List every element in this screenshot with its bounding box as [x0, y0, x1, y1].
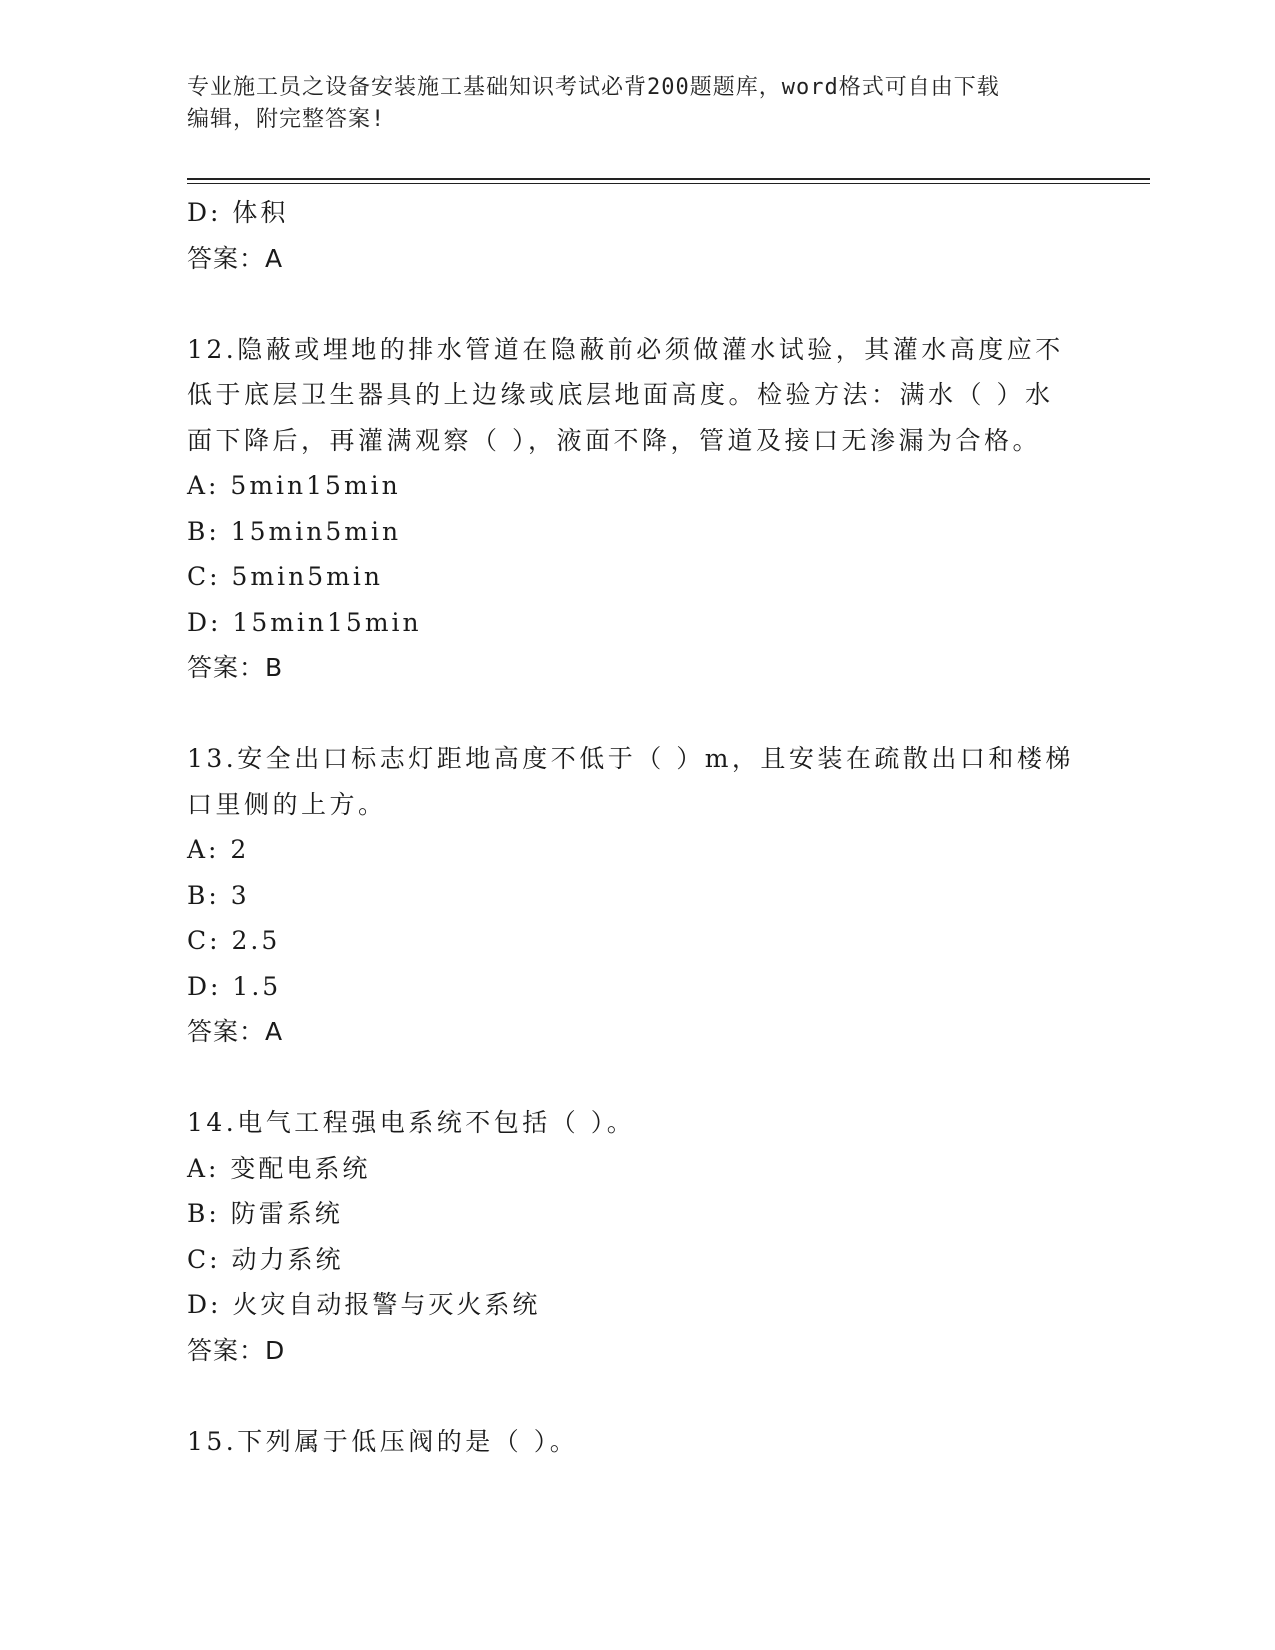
- question-list: [187, 190, 1087, 1464]
- spacer: [187, 281, 1087, 327]
- option-c: C: 5min5min: [187, 562, 383, 591]
- question-14: [187, 1100, 1087, 1373]
- answer-line: 答案：A: [187, 1017, 284, 1046]
- question-15: [187, 1419, 1087, 1465]
- option-b: B: 3: [187, 880, 250, 910]
- header-rule-thin: [187, 183, 1150, 184]
- option-c: C: 动力系统: [187, 1244, 344, 1274]
- spacer: [187, 1055, 1087, 1101]
- option-a: A: 2: [187, 835, 250, 864]
- question-stem-line: 14.电气工程强电系统不包括（ ）。: [187, 1108, 636, 1137]
- question-13: [187, 736, 1087, 1055]
- question-stem-line: 面下降后，再灌满观察（ ），液面不降，管道及接口无渗漏为合格。: [187, 425, 1041, 455]
- option-c: C: 2.5: [187, 926, 281, 955]
- answer-line: 答案：A: [187, 243, 284, 273]
- option-b: B: 防雷系统: [187, 1199, 343, 1228]
- answer-line: 答案：B: [187, 653, 284, 682]
- header-rule-thick: [187, 178, 1150, 180]
- question-12: [187, 327, 1087, 691]
- question-stem-line: 13.安全出口标志灯距地高度不低于（ ）m，且安装在疏散出口和楼梯: [187, 744, 1074, 773]
- question-stem-line: 15.下列属于低压阀的是（ ）。: [187, 1426, 579, 1456]
- question-11-tail: [187, 190, 1087, 281]
- header-line-1: 专业施工员之设备安装施工基础知识考试必背200题题库，word格式可自由下载: [187, 75, 1000, 100]
- option-d: D: 15min15min: [187, 607, 422, 637]
- answer-line: 答案：D: [187, 1335, 286, 1365]
- page-header: [187, 72, 1067, 136]
- header-line-2: 编辑，附完整答案!: [187, 107, 386, 132]
- option-d: D: 火灾自动报警与灭火系统: [187, 1290, 541, 1319]
- option-b: B: 15min5min: [187, 516, 402, 546]
- question-stem-line: 低于底层卫生器具的上边缘或底层地面高度。检验方法：满水（ ）水: [187, 380, 1054, 409]
- spacer: [187, 1373, 1087, 1419]
- option-d: D: 体积: [187, 198, 289, 227]
- question-stem-line: 口里侧的上方。: [187, 789, 387, 819]
- spacer: [187, 691, 1087, 737]
- option-a: A: 变配电系统: [187, 1153, 371, 1183]
- option-a: A: 5min15min: [187, 471, 401, 500]
- question-stem-line: 12.隐蔽或埋地的排水管道在隐蔽前必须做灌水试验，其灌水高度应不: [187, 334, 1064, 364]
- option-d: D: 1.5: [187, 971, 282, 1001]
